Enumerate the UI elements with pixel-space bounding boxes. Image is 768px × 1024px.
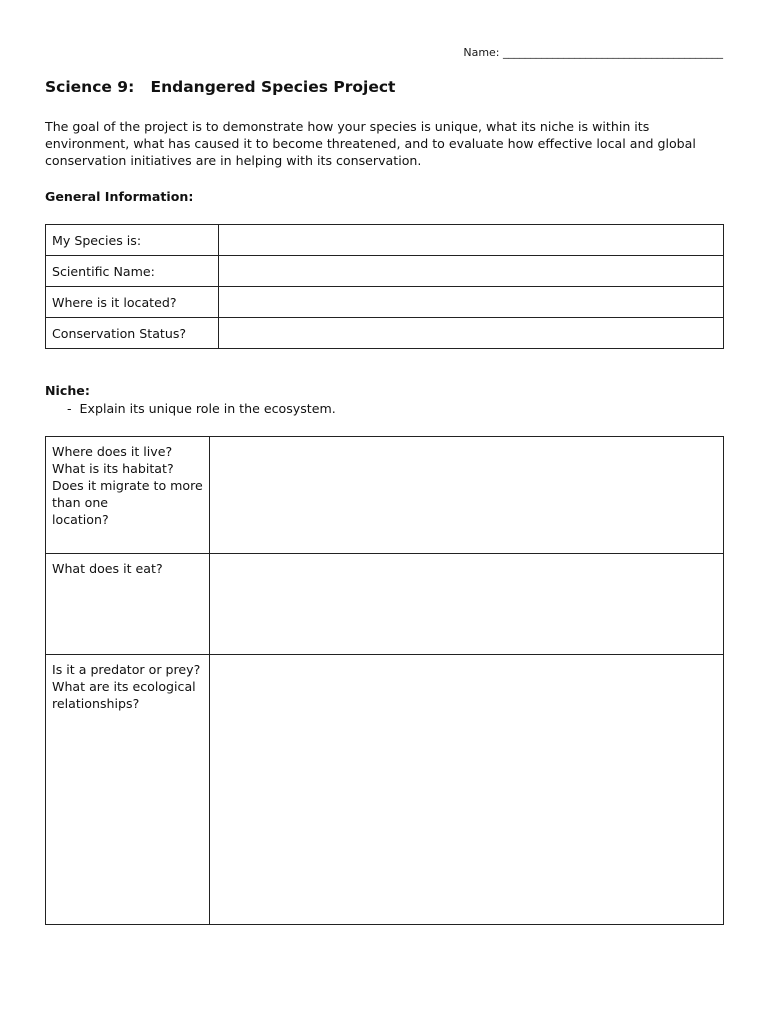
general-information-table [45,224,724,349]
project-goal-paragraph: The goal of the project is to demonstrate how your species is unique, what its niche is within its environment, what has caused it to become threatened, and to evaluate how effective local and global conservation initiatives are in helping with its conservation. [45,119,696,168]
niche-table [45,436,724,925]
conservation-status-answer-cell[interactable] [219,318,724,349]
species-label: My Species is: [46,225,219,256]
table-row [46,437,724,554]
ecological-relationships-answer-cell[interactable] [210,655,724,925]
scientific-name-label: Scientific Name: [46,256,219,287]
ecological-relationships-question-cell [46,655,210,925]
diet-question-label: What does it eat? [52,561,163,576]
niche-instruction-bullet: - Explain its unique role in the ecosystem. [67,401,336,416]
scientific-name-answer-cell[interactable] [219,256,724,287]
table-row [46,655,724,925]
conservation-status-label: Conservation Status? [46,318,219,349]
table-row [46,256,724,287]
niche-heading: Niche: [45,383,90,398]
habitat-answer-cell[interactable] [210,437,724,554]
habitat-question-cell [46,437,210,554]
table-row [46,225,724,256]
table-row [46,287,724,318]
general-information-heading: General Information: [45,189,194,204]
habitat-question-label: Where does it live? What is its habitat? Does it migrate to more than one location? [52,444,203,527]
page-title: Science 9: Endangered Species Project [45,78,396,96]
ecological-relationships-question-label: Is it a predator or prey? What are its ecological relationships? [52,662,201,711]
diet-question-cell [46,554,210,655]
table-row [46,318,724,349]
location-label: Where is it located? [46,287,219,318]
species-answer-cell[interactable] [219,225,724,256]
diet-answer-cell[interactable] [210,554,724,655]
location-answer-cell[interactable] [219,287,724,318]
student-name-line[interactable]: Name: ________________________________________ [463,46,723,59]
table-row [46,554,724,655]
